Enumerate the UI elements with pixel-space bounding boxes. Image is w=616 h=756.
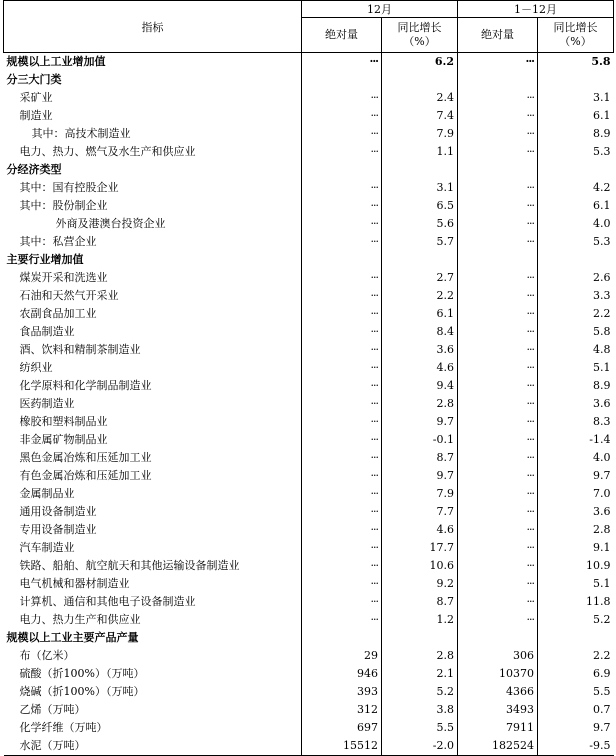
ytd-absolute-cell: ··· [458,53,538,72]
december-growth-cell: 2.4 [382,89,458,107]
december-growth-cell: 6.2 [382,53,458,72]
ytd-absolute-cell: ··· [458,611,538,629]
december-absolute-cell [302,71,382,89]
december-absolute-cell: ··· [302,143,382,161]
table-row [4,467,614,485]
december-absolute-cell: 15512 [302,737,382,756]
ytd-absolute-cell: ··· [458,521,538,539]
december-absolute-cell: ··· [302,377,382,395]
table-row [4,53,614,72]
row-label: 乙烯（万吨） [19,703,86,716]
ytd-growth-cell: 3.6 [538,503,614,521]
december-growth-cell: 8.4 [382,323,458,341]
row-label: 制造业 [19,109,53,122]
ytd-absolute-cell: ··· [458,449,538,467]
december-absolute-cell: 312 [302,701,382,719]
table-row [4,125,614,143]
row-label: 主要行业增加值 [6,253,84,266]
ytd-growth-cell: 5.5 [538,683,614,701]
table-row [4,557,614,575]
ytd-growth-cell: 5.1 [538,575,614,593]
ytd-absolute-cell: ··· [458,287,538,305]
ytd-growth-cell: 9.1 [538,539,614,557]
december-growth-cell: 7.7 [382,503,458,521]
december-absolute-cell: ··· [302,485,382,503]
table-header [4,1,614,53]
table-row [4,431,614,449]
row-label: 分三大门类 [6,73,62,86]
december-growth-cell: 4.6 [382,359,458,377]
row-label: 其中：高技术制造业 [31,127,131,140]
december-absolute-cell: 697 [302,719,382,737]
growth-label: 同比增长 [397,21,442,34]
ytd-growth-cell: 6.1 [538,107,614,125]
ytd-growth-cell: 2.8 [538,521,614,539]
ytd-growth-cell: 3.1 [538,89,614,107]
ytd-growth-cell: -9.5 [538,737,614,756]
december-absolute-cell: 393 [302,683,382,701]
ytd-growth-cell: 2.2 [538,647,614,665]
december-absolute-cell: ··· [302,197,382,215]
december-absolute-cell: ··· [302,269,382,287]
ytd-absolute-cell: 4366 [458,683,538,701]
december-growth-cell: 5.6 [382,215,458,233]
table-row [4,341,614,359]
december-growth-cell: 9.7 [382,413,458,431]
ytd-absolute-cell: ··· [458,197,538,215]
table-row [4,719,614,737]
december-absolute-cell: ··· [302,53,382,72]
december-growth-cell: 7.4 [382,107,458,125]
row-label: 烧碱（折100%）（万吨） [19,685,145,698]
december-absolute-cell: ··· [302,233,382,251]
row-label: 分经济类型 [6,163,62,176]
ytd-absolute-cell: ··· [458,593,538,611]
ytd-growth-header [538,18,614,53]
ytd-absolute-header: 绝对量 [458,18,538,53]
row-label: 纺织业 [19,361,53,374]
december-absolute-cell: ··· [302,449,382,467]
december-absolute-cell: ··· [302,611,382,629]
table-row [4,539,614,557]
december-growth-header [382,18,458,53]
row-label: 化学原料和化学制品制造业 [19,379,152,392]
ytd-growth-cell: 4.8 [538,341,614,359]
december-absolute-cell: ··· [302,341,382,359]
row-label: 非金属矿物制品业 [19,433,108,446]
ytd-growth-cell [538,629,614,647]
row-label: 专用设备制造业 [19,523,97,536]
ytd-absolute-cell: ··· [458,413,538,431]
table-row [4,179,614,197]
ytd-absolute-cell: ··· [458,215,538,233]
row-label: 布（亿米） [19,649,75,662]
december-growth-cell: 9.7 [382,467,458,485]
december-absolute-cell: 946 [302,665,382,683]
december-growth-cell: 2.1 [382,665,458,683]
table-row [4,107,614,125]
december-absolute-cell: ··· [302,575,382,593]
row-label: 医药制造业 [19,397,75,410]
table-row [4,701,614,719]
ytd-growth-cell [538,71,614,89]
ytd-absolute-cell: ··· [458,503,538,521]
ytd-absolute-cell: ··· [458,557,538,575]
december-growth-cell: 2.8 [382,395,458,413]
ytd-growth-cell: 5.2 [538,611,614,629]
december-absolute-cell: ··· [302,287,382,305]
december-growth-cell: 6.5 [382,197,458,215]
ytd-absolute-cell: ··· [458,539,538,557]
december-growth-cell: 7.9 [382,485,458,503]
ytd-growth-cell: 6.1 [538,197,614,215]
december-absolute-cell: ··· [302,431,382,449]
ytd-absolute-cell: ··· [458,467,538,485]
ytd-growth-cell: 8.9 [538,377,614,395]
row-label: 计算机、通信和其他电子设备制造业 [19,595,196,608]
row-label: 电力、热力生产和供应业 [19,613,141,626]
ytd-growth-cell: 5.3 [538,233,614,251]
december-absolute-cell: ··· [302,521,382,539]
december-absolute-cell: ··· [302,413,382,431]
december-growth-cell: -2.0 [382,737,458,756]
table-row [4,647,614,665]
december-growth-cell: 10.6 [382,557,458,575]
ytd-growth-cell: 8.9 [538,125,614,143]
ytd-absolute-cell: ··· [458,377,538,395]
december-growth-cell: 6.1 [382,305,458,323]
row-label: 化学纤维（万吨） [19,721,108,734]
ytd-absolute-cell: ··· [458,143,538,161]
ytd-absolute-cell [458,161,538,179]
ytd-growth-cell: -1.4 [538,431,614,449]
december-growth-cell [382,629,458,647]
ytd-absolute-cell: ··· [458,431,538,449]
ytd-growth-cell: 3.6 [538,395,614,413]
ytd-growth-cell: 5.8 [538,323,614,341]
ytd-growth-cell: 7.0 [538,485,614,503]
december-growth-cell: 2.8 [382,647,458,665]
growth-unit: （%） [559,35,592,48]
row-label: 硫酸（折100%）（万吨） [19,667,145,680]
row-label: 铁路、船舶、航空航天和其他运输设备制造业 [19,559,240,572]
december-growth-cell: 1.2 [382,611,458,629]
ytd-growth-cell: 4.0 [538,215,614,233]
statistics-table [3,0,614,756]
december-growth-cell: 9.2 [382,575,458,593]
row-label: 其中：股份制企业 [19,199,108,212]
row-label: 黑色金属冶炼和压延加工业 [19,451,152,464]
row-label: 电力、热力、燃气及水生产和供应业 [19,145,196,158]
december-growth-cell: 2.7 [382,269,458,287]
december-absolute-header: 绝对量 [302,18,382,53]
ytd-absolute-cell: ··· [458,233,538,251]
table-row [4,503,614,521]
table-row [4,143,614,161]
row-label: 石油和天然气开采业 [19,289,119,302]
ytd-absolute-cell: 3493 [458,701,538,719]
december-absolute-cell: ··· [302,125,382,143]
december-absolute-cell: ··· [302,467,382,485]
row-label: 食品制造业 [19,325,75,338]
december-growth-cell [382,251,458,269]
section-header-row [4,71,614,89]
december-growth-cell: 7.9 [382,125,458,143]
ytd-absolute-cell [458,71,538,89]
ytd-absolute-cell: ··· [458,107,538,125]
december-growth-cell: 8.7 [382,449,458,467]
december-absolute-cell: ··· [302,539,382,557]
december-growth-cell: 3.6 [382,341,458,359]
december-absolute-cell: ··· [302,557,382,575]
ytd-absolute-cell: ··· [458,125,538,143]
section-header-row [4,251,614,269]
december-growth-cell: -0.1 [382,431,458,449]
december-growth-cell: 5.5 [382,719,458,737]
december-growth-cell [382,71,458,89]
table-row [4,233,614,251]
row-label: 外商及港澳台投资企业 [55,217,166,230]
december-absolute-cell: ··· [302,89,382,107]
ytd-absolute-cell: ··· [458,89,538,107]
table-row [4,89,614,107]
ytd-growth-cell: 5.8 [538,53,614,72]
ytd-growth-cell: 10.9 [538,557,614,575]
december-growth-cell: 3.8 [382,701,458,719]
row-label: 汽车制造业 [19,541,75,554]
row-label: 农副食品加工业 [19,307,97,320]
table-row [4,287,614,305]
ytd-absolute-cell: ··· [458,575,538,593]
december-header: 12月 [302,1,458,18]
year-to-date-header: 1－12月 [458,1,614,18]
december-growth-cell [382,161,458,179]
ytd-growth-cell: 11.8 [538,593,614,611]
table-row [4,521,614,539]
ytd-absolute-cell: ··· [458,395,538,413]
december-growth-cell: 5.7 [382,233,458,251]
growth-unit: （%） [403,35,436,48]
ytd-growth-cell: 5.1 [538,359,614,377]
december-growth-cell: 3.1 [382,179,458,197]
ytd-growth-cell: 4.0 [538,449,614,467]
ytd-growth-cell: 2.6 [538,269,614,287]
ytd-growth-cell [538,251,614,269]
ytd-growth-cell: 8.3 [538,413,614,431]
row-label: 水泥（万吨） [4,737,302,756]
december-absolute-cell: ··· [302,503,382,521]
december-growth-cell: 17.7 [382,539,458,557]
section-header-row [4,161,614,179]
table-row [4,359,614,377]
row-label: 橡胶和塑料制品业 [19,415,108,428]
december-absolute-cell: ··· [302,179,382,197]
table-row [4,197,614,215]
table-row [4,611,614,629]
table-row [4,449,614,467]
row-label: 有色金属冶炼和压延加工业 [19,469,152,482]
december-absolute-cell: ··· [302,323,382,341]
ytd-growth-cell: 2.2 [538,305,614,323]
ytd-growth-cell: 9.7 [538,467,614,485]
ytd-absolute-cell: ··· [458,323,538,341]
december-absolute-cell [302,161,382,179]
ytd-absolute-cell: ··· [458,359,538,377]
december-growth-cell: 9.4 [382,377,458,395]
table-row [4,215,614,233]
december-growth-cell: 1.1 [382,143,458,161]
december-growth-cell: 2.2 [382,287,458,305]
ytd-growth-cell: 9.7 [538,719,614,737]
ytd-absolute-cell: 10370 [458,665,538,683]
row-label: 酒、饮料和精制茶制造业 [19,343,141,356]
table-row [4,323,614,341]
table-row [4,575,614,593]
row-label: 其中：私营企业 [19,235,97,248]
row-label: 采矿业 [19,91,53,104]
ytd-absolute-cell: 7911 [458,719,538,737]
ytd-absolute-cell: ··· [458,485,538,503]
ytd-absolute-cell: ··· [458,305,538,323]
row-label: 规模以上工业主要产品产量 [6,631,139,644]
ytd-growth-cell: 3.3 [538,287,614,305]
december-absolute-cell: 29 [302,647,382,665]
december-absolute-cell: ··· [302,215,382,233]
december-absolute-cell [302,251,382,269]
table-row [4,305,614,323]
indicator-header: 指标 [4,1,302,53]
december-absolute-cell: ··· [302,305,382,323]
table-row [4,485,614,503]
row-label: 规模以上工业增加值 [6,55,106,68]
december-growth-cell: 8.7 [382,593,458,611]
december-growth-cell: 5.2 [382,683,458,701]
table-row [4,683,614,701]
ytd-absolute-cell: 306 [458,647,538,665]
ytd-absolute-cell: ··· [458,341,538,359]
ytd-growth-cell: 0.7 [538,701,614,719]
row-label: 其中：国有控股企业 [19,181,119,194]
december-absolute-cell: ··· [302,359,382,377]
ytd-growth-cell: 5.3 [538,143,614,161]
table-row [4,269,614,287]
ytd-absolute-cell: ··· [458,179,538,197]
table-row [4,377,614,395]
table-row [4,413,614,431]
ytd-absolute-cell: ··· [458,269,538,287]
row-label: 电气机械和器材制造业 [19,577,130,590]
december-absolute-cell [302,629,382,647]
ytd-absolute-cell [458,251,538,269]
row-label: 煤炭开采和洗选业 [19,271,108,284]
section-header-row [4,629,614,647]
table-body [4,53,614,756]
table-row [4,665,614,683]
ytd-absolute-cell [458,629,538,647]
december-absolute-cell: ··· [302,593,382,611]
table-row [4,395,614,413]
ytd-growth-cell: 4.2 [538,179,614,197]
ytd-growth-cell: 6.9 [538,665,614,683]
december-absolute-cell: ··· [302,395,382,413]
december-growth-cell: 4.6 [382,521,458,539]
table-row [4,593,614,611]
table-row [4,737,614,756]
row-label: 通用设备制造业 [19,505,97,518]
ytd-absolute-cell: 182524 [458,737,538,756]
growth-label: 同比增长 [553,21,598,34]
row-label: 金属制品业 [19,487,75,500]
ytd-growth-cell [538,161,614,179]
december-absolute-cell: ··· [302,107,382,125]
